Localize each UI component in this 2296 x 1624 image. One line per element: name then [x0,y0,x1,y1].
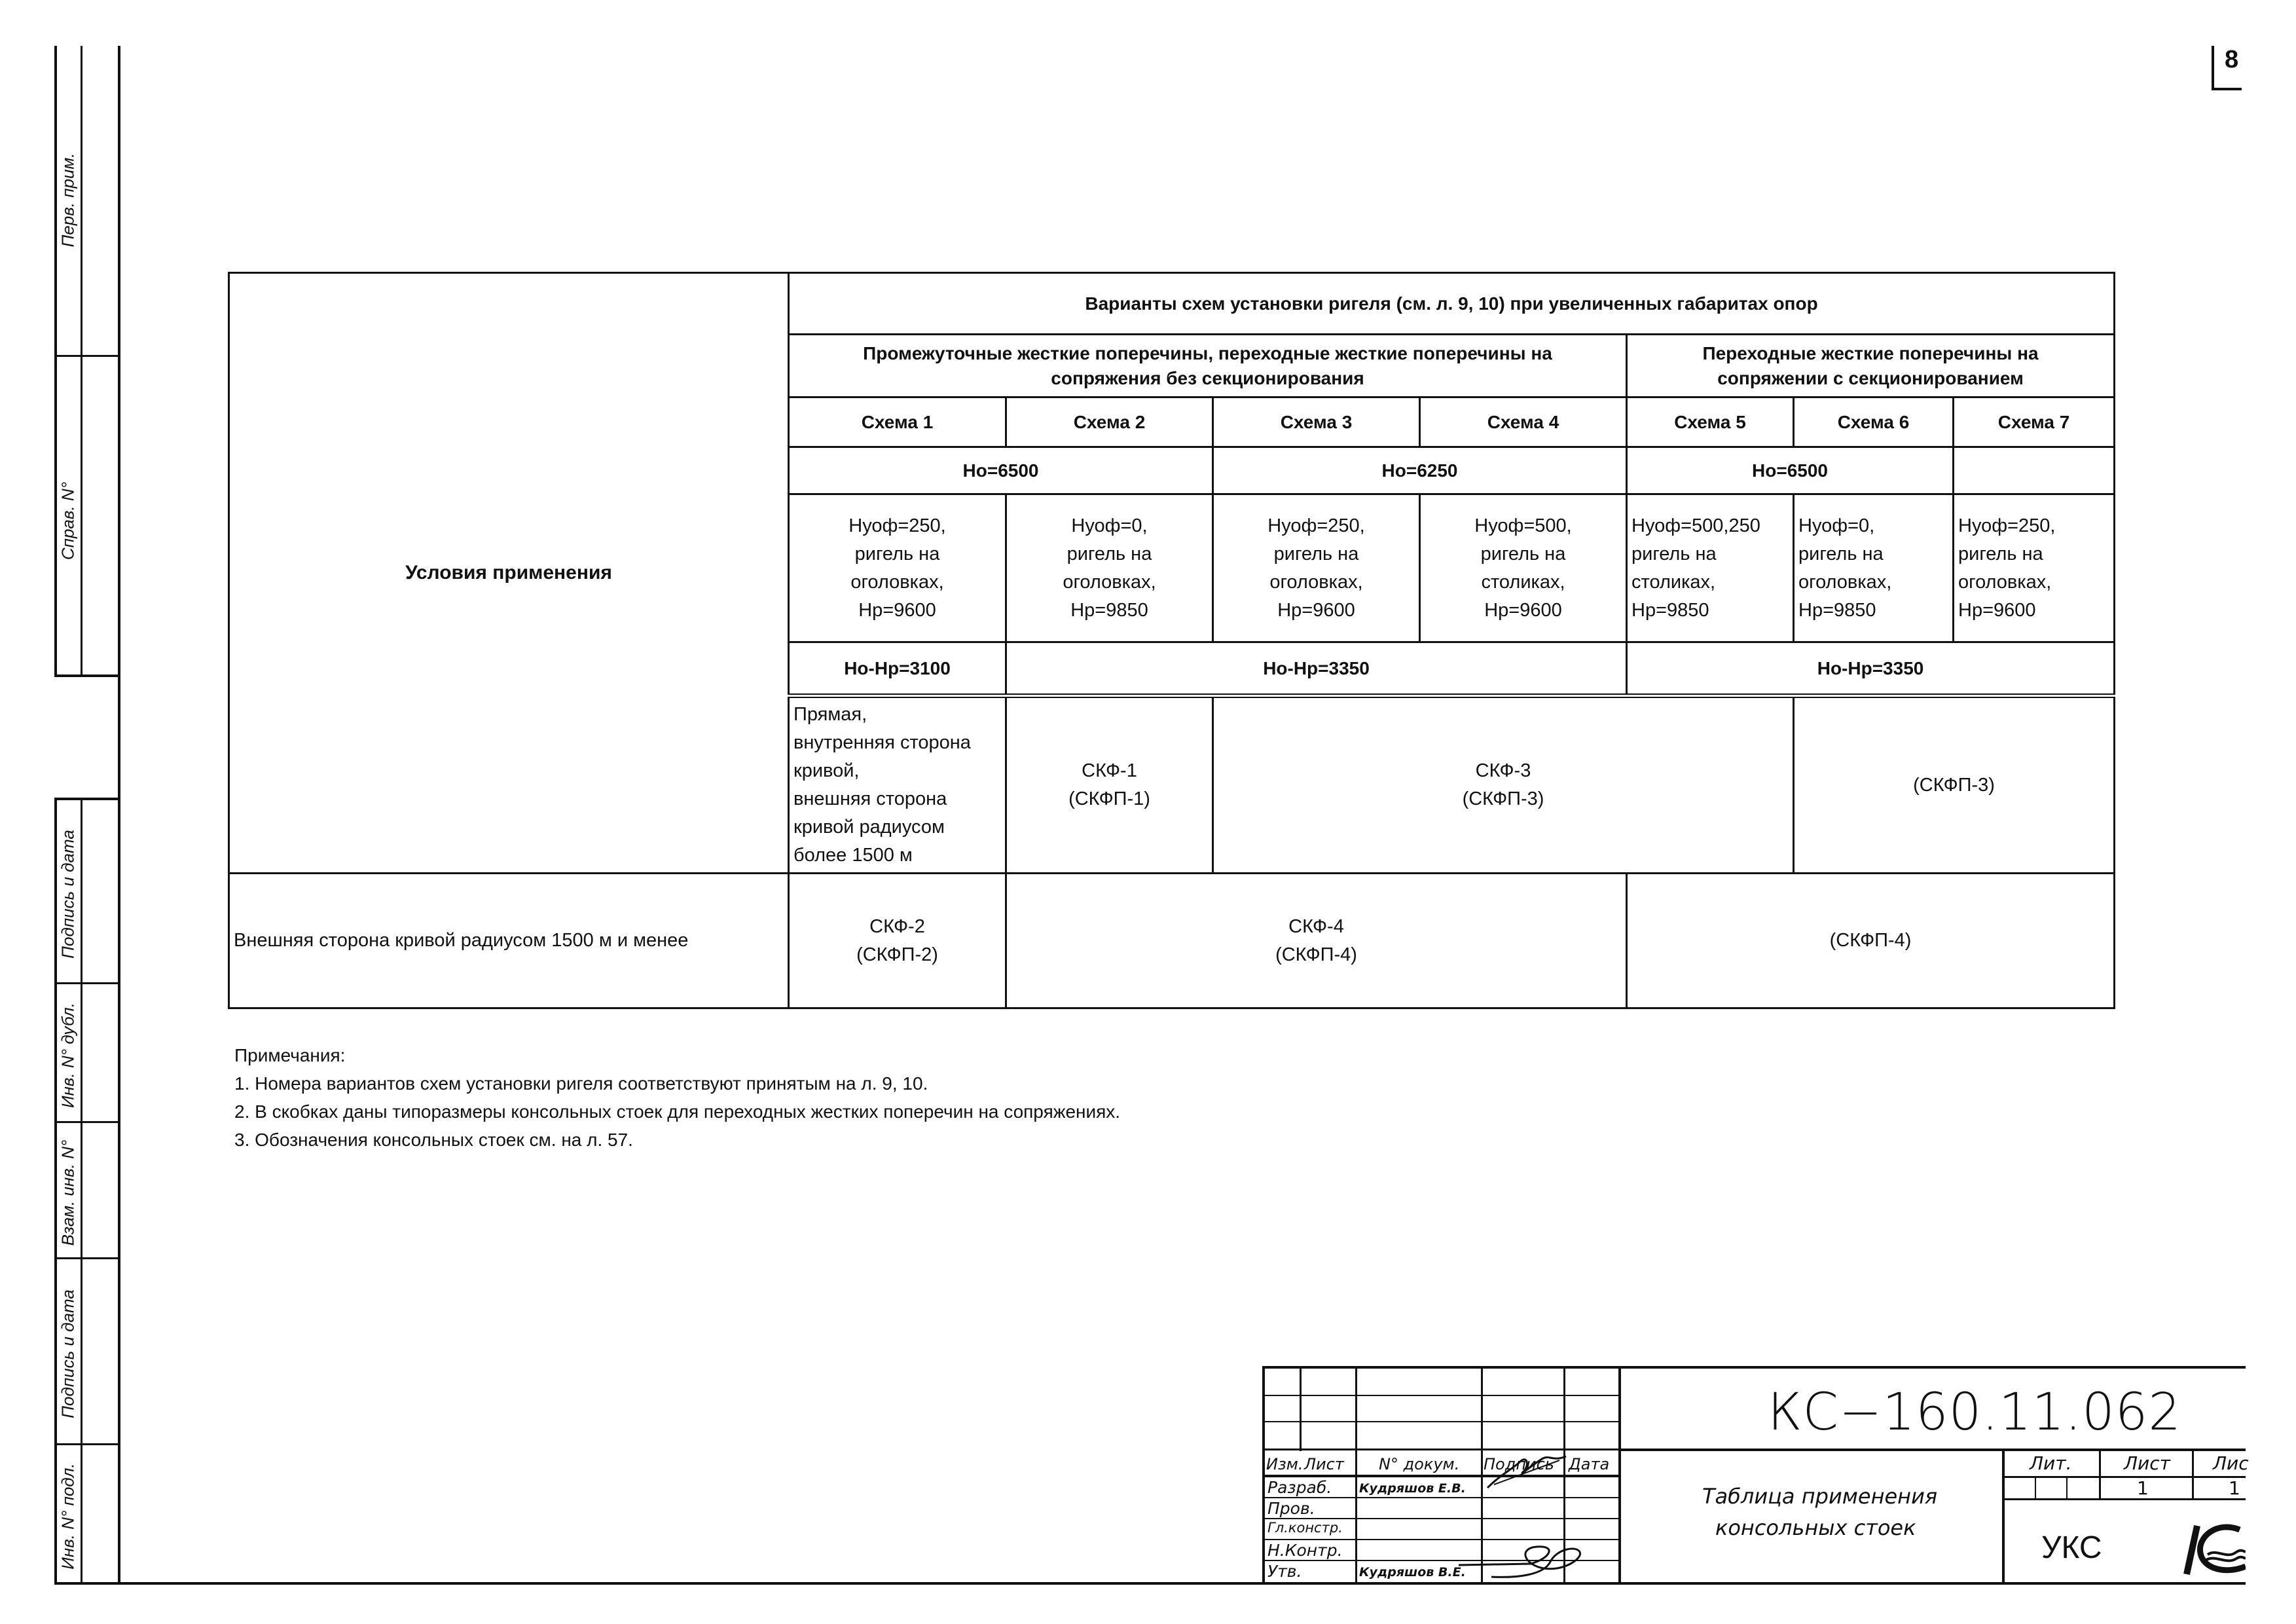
left-stamp-sep-5 [54,1121,120,1123]
params-scheme-7 [1954,494,2115,642]
tb-lit-line [2002,1476,2246,1478]
param-line: Нр=9850 [1798,599,1876,621]
condition-line: внутренняя сторона кривой, [793,732,971,781]
scheme-1: Схема 1 [789,397,1006,447]
note-2: 2. В скобках даны типоразмеры консольных стоек для переходных жестких поперечин на сопряжениях. [234,1101,1121,1122]
scheme-3: Схема 3 [1213,397,1420,447]
param-line: Нр=9850 [1631,599,1709,621]
param-line: Нуоф=0, [1798,515,1875,536]
tb-top-line [1262,1366,2246,1369]
tb-lit-values-line [2002,1498,2246,1500]
row1-scheme1-value [1006,696,1213,874]
tb-role-glkonstr: Гл.констр. [1267,1520,1343,1536]
param-line: оголовках, [1798,571,1892,593]
params-scheme-6 [1794,494,1954,642]
tb-h2 [1262,1421,1620,1422]
diff-group-2: Но-Нр=3350 [1006,642,1627,696]
param-line: Нр=9600 [1484,599,1562,621]
rack-type-transitional: (СКФП-3) [1462,788,1544,809]
page-number-corner-base [2212,88,2242,90]
param-line: ригель на [1631,543,1717,564]
tb-sheets-value: 1 [2229,1477,2240,1499]
stamp-vzam-inv: Взам. инв. N° [58,1139,78,1246]
tb-role-utv: Утв. [1267,1562,1302,1581]
tb-org: УКС [2041,1530,2102,1565]
param-line: ригель на [1480,543,1566,564]
condition-row-1 [789,696,1006,874]
rack-type-transitional: (СКФП-4) [1275,944,1357,965]
page-number-corner [2212,46,2214,90]
main-header-cell [789,273,2115,335]
rack-type-transitional: (СКФП-1) [1068,788,1150,809]
tb-header-list: Лист [1304,1455,1344,1473]
tb-lit-sub2 [2066,1476,2068,1500]
param-line: Нуоф=0, [1071,515,1148,536]
tb-title-line-1: Таблица применения [1702,1484,1938,1509]
stamp-inv-podl: Инв. N° подл. [58,1463,78,1570]
application-table [228,272,2115,1009]
rack-type: СКФ-4 [1288,915,1344,937]
param-line: Нр=9850 [1070,599,1148,621]
stamp-podpis-data-2: Подпись и дата [58,1289,78,1418]
left-stamp-sep-2 [54,674,120,677]
tb-title-line-2: консольных стоек [1715,1515,1916,1540]
tb-title-right-line [2002,1449,2005,1585]
condition-row-2 [229,874,789,1008]
ho-group-2: Но=6250 [1213,447,1627,494]
param-line: оголовках, [1269,571,1363,593]
rack-type: СКФ-3 [1475,760,1531,781]
rack-type-transitional: (СКФП-2) [856,944,938,965]
param-line: ригель на [1798,543,1884,564]
param-line: Нуоф=500,250 [1631,515,1760,536]
conditions-header: Условия применения [405,562,612,583]
tb-name-razrab: Кудряшов Е.В. [1359,1481,1466,1496]
notes [234,1041,1120,1154]
left-stamp-sep-7 [54,1443,120,1445]
note-3: 3. Обозначения консольных стоек см. на л. 57. [234,1130,633,1150]
tb-v1 [1300,1366,1302,1451]
param-line: столиках, [1481,571,1565,593]
tb-name-utv: Кудряшов В.Е. [1359,1565,1466,1579]
param-line: оголовках, [850,571,944,593]
param-line: оголовках, [1958,571,2052,593]
params-scheme-3 [1213,494,1420,642]
tb-sheet-value: 1 [2137,1477,2149,1499]
tb-lit-v2 [2192,1449,2194,1500]
group1-header: Промежуточные жесткие поперечины, переходные жесткие поперечины на сопряжения без секционирования [789,335,1627,397]
signature-utv [1452,1539,1590,1585]
diff-group-1: Но-Нр=3100 [789,642,1006,696]
org-logo-icon [2178,1521,2246,1579]
param-line: Нр=9600 [1277,599,1355,621]
params-scheme-1 [789,494,1006,642]
tb-role-nkontr: Н.Контр. [1267,1541,1343,1560]
scheme-6: Схема 6 [1794,397,1954,447]
tb-header-sign: Подпись [1484,1455,1554,1473]
params-scheme-5 [1627,494,1794,642]
param-line: ригель на [1066,543,1152,564]
scheme-7: Схема 7 [1954,397,2115,447]
param-line: Нр=9600 [858,599,936,621]
tb-role-razrab: Разраб. [1267,1478,1332,1497]
row2-schemes5-7-value [1627,874,2115,1008]
tb-sheet-label: Лист [2124,1452,2170,1474]
ho-group-4 [1954,447,2115,494]
scheme-5: Схема 5 [1627,397,1794,447]
left-stamp-outer-line [54,46,57,674]
signature-razrab [1481,1449,1573,1494]
bottom-frame-line [118,1582,2246,1585]
condition-line: внешняя сторона кривой радиусом более 1500 м [793,788,947,866]
left-stamp-sep-8 [54,1582,120,1585]
main-header: Варианты схем установки ригеля (см. л. 9, 10) при увеличенных габаритах опор [1085,293,1818,314]
conditions-header-cell [229,273,789,874]
condition-line: Внешняя сторона кривой радиусом 1500 м и менее [234,930,689,951]
ho-group-1: Но=6500 [789,447,1213,494]
params-scheme-4 [1420,494,1627,642]
left-stamp-lower-outer-line [54,798,57,1585]
left-stamp-sep-4 [54,982,120,984]
rack-type-transitional: (СКФП-3) [1913,774,1995,796]
param-line: ригель на [1958,543,2043,564]
param-line: Нр=9600 [1958,599,2036,621]
param-line: ригель на [1273,543,1359,564]
param-line: столиках, [1631,571,1716,593]
tb-sheets-label: Лис [2213,1452,2249,1474]
param-line: оголовках, [1063,571,1156,593]
scheme-4: Схема 4 [1420,397,1627,447]
tb-lit-v1 [2099,1449,2101,1500]
document-code: КС−160.11.062 [1768,1383,2181,1442]
params-scheme-2 [1006,494,1213,642]
tb-role-prov: Пров. [1267,1499,1315,1518]
row2-scheme1-value [789,874,1006,1008]
tb-h5 [1262,1497,1620,1498]
rack-type: СКФ-1 [1082,760,1137,781]
scheme-2: Схема 2 [1006,397,1213,447]
param-line: Нуоф=250, [1958,515,2056,536]
left-stamp-lower-inner-line [81,798,82,1585]
tb-header-doc: N° докум. [1379,1455,1460,1473]
diff-group-3: Но-Нр=3350 [1627,642,2115,696]
param-line: ригель на [854,543,940,564]
row1-schemes5-7-value [1794,696,2115,874]
param-line: Нуоф=250, [848,515,946,536]
rack-type-transitional: (СКФП-4) [1829,930,1912,951]
stamp-sprav-no: Справ. N° [58,481,78,561]
param-line: Нуоф=250, [1267,515,1365,536]
page-number: 8 [2225,46,2239,73]
notes-title: Примечания: [234,1045,346,1065]
group2-header: Переходные жесткие поперечины на сопряжении с секционированием [1627,335,2115,397]
note-1: 1. Номера вариантов схем установки ригеля соответствуют принятым на л. 9, 10. [234,1073,928,1094]
tb-code-bottom-line [1620,1449,2246,1451]
tb-lit-sub1 [2035,1476,2036,1500]
rack-type: СКФ-2 [869,915,925,937]
param-line: Нуоф=500, [1474,515,1572,536]
left-stamp-inner-line [81,46,82,674]
stamp-podpis-data-1: Подпись и дата [58,830,78,959]
condition-line: Прямая, [793,704,867,725]
row2-schemes2-4-value [1006,874,1627,1008]
ho-group-3: Но=6500 [1627,447,1954,494]
tb-lit-label: Лит. [2030,1452,2072,1474]
tb-header-izm: Изм. [1266,1455,1303,1473]
row1-schemes2-4-value [1213,696,1794,874]
left-frame-line [118,46,120,1585]
stamp-perv-prim: Перв. прим. [58,153,78,248]
left-stamp-sep-3 [54,798,120,800]
tb-header-date: Дата [1569,1455,1610,1473]
tb-h1 [1262,1395,1620,1396]
left-stamp-sep-1 [54,355,120,357]
stamp-inv-dubl: Инв. N° дубл. [58,1003,78,1108]
tb-h6 [1262,1518,1620,1519]
